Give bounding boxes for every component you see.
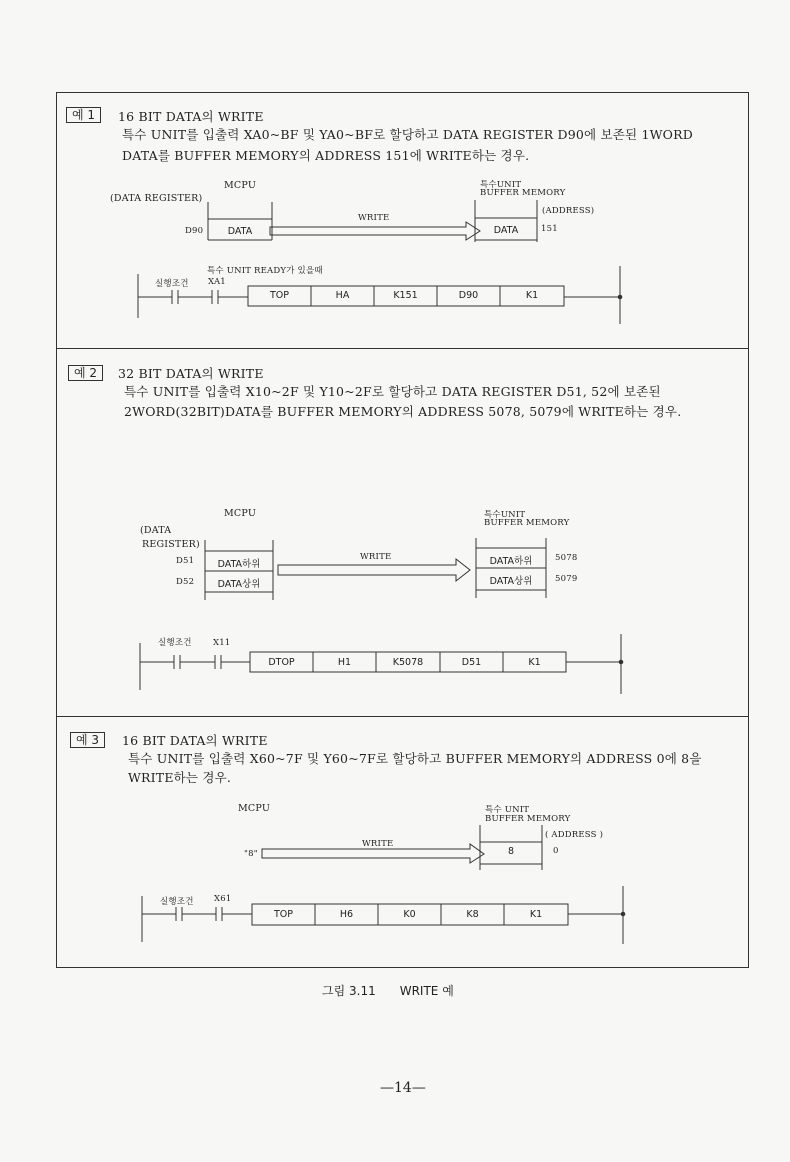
register-label: (DATA (140, 525, 172, 536)
address-value: 151 (541, 224, 558, 234)
destination-cell: DATA (493, 225, 519, 236)
arrow-label: WRITE (360, 552, 392, 562)
unit-label: 특수 UNIT (485, 805, 530, 815)
address-label: (ADDRESS) (542, 206, 595, 216)
example-title: 16 BIT DATA의 WRITE (122, 733, 268, 748)
unit-label: 특수UNIT (480, 180, 522, 190)
instruction-cell: K8 (466, 909, 479, 920)
instruction-cell: K0 (403, 909, 416, 920)
condition-label: 실행조건 (155, 279, 189, 289)
mcpu-label: MCPU (238, 803, 271, 814)
address-label: ( ADDRESS ) (545, 830, 604, 840)
page-number: —14— (380, 1080, 426, 1096)
figure-number: 그림 3.11 (322, 984, 376, 998)
instruction-cell: TOP (269, 290, 289, 301)
arrow-label: WRITE (358, 213, 390, 223)
example-description: DATA를 BUFFER MEMORY의 ADDRESS 151에 WRITE하는 경우. (122, 148, 530, 163)
address-value: 5078 (555, 553, 578, 563)
buffer-memory-label: BUFFER MEMORY (484, 518, 570, 528)
example-tag: 예 1 (66, 107, 101, 123)
contact-label: X11 (213, 638, 231, 648)
destination-cell: DATA상위 (489, 576, 533, 587)
register-name: D90 (185, 226, 204, 236)
buffer-memory-label: BUFFER MEMORY (480, 188, 566, 198)
instruction-cell: H1 (337, 657, 352, 668)
buffer-memory-label: BUFFER MEMORY (485, 814, 571, 824)
example-description: 2WORD(32BIT)DATA를 BUFFER MEMORY의 ADDRESS 5078, 5079에 WRITE하는 경우. (124, 404, 682, 419)
figure-caption (322, 982, 478, 999)
example-description: 특수 UNIT를 입출력 X10~2F 및 Y10~2F로 할당하고 DATA REGISTER D51, 52에 보존된 (124, 384, 661, 399)
address-value: 0 (553, 846, 559, 856)
contact-label: XA1 (208, 277, 226, 287)
condition-label: 실행조건 (158, 638, 192, 648)
register-name: D51 (176, 556, 195, 566)
contact-label: X61 (214, 894, 232, 904)
instruction-cell: HA (335, 290, 350, 301)
source-cell: DATA하위 (217, 559, 261, 570)
register-label: (DATA REGISTER) (110, 193, 203, 204)
instruction-cell: D90 (458, 290, 479, 301)
instruction-cell: D51 (461, 657, 482, 668)
mcpu-label: MCPU (224, 508, 257, 519)
ready-note: 특수 UNIT READY가 있을때 (207, 266, 323, 276)
example-description: 특수 UNIT를 입출력 XA0~BF 및 YA0~BF로 할당하고 DATA REGISTER D90에 보존된 1WORD (122, 127, 693, 142)
instruction-cell: DTOP (268, 657, 295, 668)
register-label: REGISTER) (142, 539, 200, 550)
register-name: D52 (176, 577, 195, 587)
example-description: WRITE하는 경우. (128, 770, 232, 785)
source-cell: DATA (227, 226, 253, 237)
instruction-cell: TOP (273, 909, 293, 920)
example-title: 16 BIT DATA의 WRITE (118, 109, 264, 124)
example-description: 특수 UNIT를 입출력 X60~7F 및 Y60~7F로 할당하고 BUFFER MEMORY의 ADDRESS 0에 8을 (128, 751, 702, 766)
source-cell: DATA상위 (217, 579, 261, 590)
source-value: "8" (244, 849, 258, 859)
destination-cell: 8 (507, 846, 515, 857)
example-tag: 예 2 (68, 365, 103, 381)
instruction-cell: K1 (529, 909, 543, 920)
instruction-cell: K151 (393, 290, 418, 301)
mcpu-label: MCPU (224, 180, 257, 191)
unit-label: 특수UNIT (484, 510, 526, 520)
destination-cell: DATA하위 (489, 556, 533, 567)
address-value: 5079 (555, 574, 578, 584)
arrow-label: WRITE (362, 839, 394, 849)
instruction-cell: K5078 (392, 657, 424, 668)
instruction-cell: K1 (528, 657, 541, 668)
instruction-cell: K1 (525, 290, 539, 301)
condition-label: 실행조건 (160, 897, 194, 907)
instruction-cell: H6 (339, 909, 354, 920)
figure-caption-text: WRITE 예 (399, 984, 454, 998)
example-tag: 예 3 (70, 732, 105, 748)
example-title: 32 BIT DATA의 WRITE (118, 366, 264, 381)
